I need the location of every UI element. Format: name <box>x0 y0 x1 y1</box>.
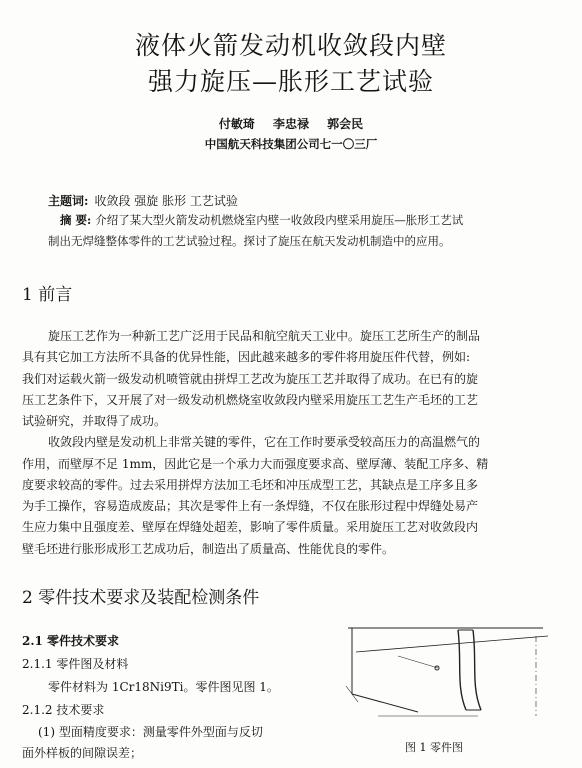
intro-line: 度要求较高的零件。过去采用拼焊方法加工毛坯和冲压成型工艺，其缺点是工序多且多 <box>22 478 479 492</box>
subsection-2-1-2: 2.1.2 技术要求 <box>22 703 105 717</box>
keywords <box>48 192 238 209</box>
abstract-label: 摘 要: <box>60 213 92 227</box>
inner-profile-curve <box>458 630 466 710</box>
abstract-text-1: 介绍了某大型火箭发动机燃烧室内壁一收敛段内壁采用旋压—胀形工艺试 <box>95 213 464 227</box>
intro-line: 我们对运载火箭一级发动机喷管就由拼焊工艺改为旋压工艺并取得了成功。在已有的旋 <box>22 372 479 386</box>
affiliation: 中国航天科技集团公司七一〇三厂 <box>204 137 378 151</box>
intro-line: 旋压工艺作为一种新工艺广泛用于民品和航空航天工业中。旋压工艺所生产的制品 <box>48 329 481 343</box>
subsection-2-1-1: 2.1.1 零件图及材料 <box>22 657 129 671</box>
material-text: 零件材料为 1Cr18Ni9Ti。零件图见图 1。 <box>48 680 279 694</box>
figure-caption: 图 1 零件图 <box>405 741 463 754</box>
intro-line: 为手工操作，容易造成废品；其次是零件上有一条焊缝，不仅在胀形过程中焊缝处易产 <box>22 499 479 513</box>
intro-line: 压工艺条件下，又开展了对一级发动机燃烧室收敛段内壁采用旋压工艺生产毛坯的工艺 <box>22 393 479 407</box>
part-drawing-figure <box>338 616 564 728</box>
intro-line: 收敛段内壁是发动机上非常关键的零件，它在工作时要承受较高压力的高温燃气的 <box>48 435 481 449</box>
keywords-label: 主题词: <box>48 194 89 208</box>
paper-title-line-2: 强力旋压—胀形工艺试验 <box>147 67 434 96</box>
section-2-heading: 2 零件技术要求及装配检测条件 <box>22 588 260 608</box>
abstract-line-1 <box>48 212 463 228</box>
intro-line: 壁毛坯进行胀形成形工艺成功后，制造出了质量高、性能优良的零件。 <box>22 542 395 556</box>
bottom-edge-line <box>352 694 418 712</box>
abstract-line-2: 制出无焊缝整体零件的工艺试验过程。探讨了旋压在航天发动机制造中的应用。 <box>48 234 451 248</box>
authors: 付敏琦 李忠禄 郭会民 <box>218 117 364 131</box>
subsection-2-1: 2.1 零件技术要求 <box>22 634 120 648</box>
leader-line <box>398 656 438 668</box>
intro-line: 试验研究，并取得了成功。 <box>22 414 167 428</box>
requirement-1-line-1: (1) 型面精度要求：测量零件外型面与反切 <box>38 725 263 739</box>
intro-line: 作用，而壁厚不足 1mm，因此它是一个承力大而强度要求高、壁厚薄、装配工序多、精 <box>22 457 489 471</box>
keywords-text: 收敛段 强旋 胀形 工艺试验 <box>94 194 238 208</box>
intro-line: 生应力集中且强度差、壁厚在焊缝处超差，影响了零件质量。采用旋压工艺对收敛段内 <box>22 520 479 534</box>
paper-title-line-1: 液体火箭发动机收敛段内壁 <box>134 31 447 60</box>
section-1-heading: 1 前言 <box>22 285 73 305</box>
intro-line: 具有其它加工方法所不具备的优异性能，因此越来越多的零件将用旋压件代替，例如: <box>22 350 471 364</box>
requirement-1-line-2: 面外样板的间隙误差； <box>22 746 143 760</box>
diagonal-line <box>356 636 548 652</box>
